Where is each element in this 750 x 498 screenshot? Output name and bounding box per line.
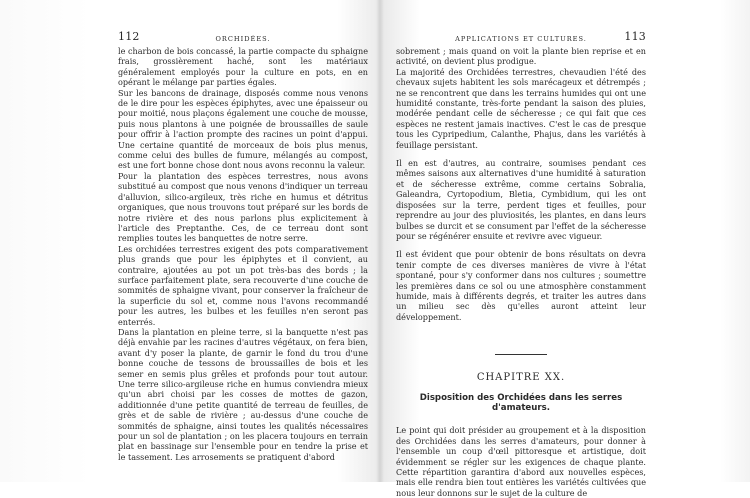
chapter-heading: CHAPITRE XX. xyxy=(476,372,566,384)
right-page-body xyxy=(396,46,646,498)
right-paragraph: Il est évident que pour obtenir de bons résultats on devra tenir compte de ces diverses manières de vivre à l'état spontané, pour s'y conformer dans nos cultures ; soumettre les premières dans ce sol ou une atmosphère constamment humide, mais à différents degrés, et traiter les autres dans un milieu sec dès qu'elles auront atteint leur développement. xyxy=(396,249,646,322)
right-running-head: APPLICATIONS ET CULTURES. xyxy=(455,35,587,43)
right-page xyxy=(396,32,646,498)
right-page-number: 113 xyxy=(624,30,646,43)
right-page-header xyxy=(396,32,646,46)
right-paragraph: La majorité des Orchidées terrestres, chevaudien l'été des chevaux sujets habitent les sols marécageux et détrempés ; ne se rencontrent que dans les terrains humides qui ont une humidité constante, très-forte pendant la saison des pluies, modérée pendant celle de sécheresse ; ce qui fait que ces espèces ne restent jamais inactives. C'est le cas de presque tous les Cypripedium, Calanthe, Phajus, dans les variétés à feuillage persistant. xyxy=(396,66,646,150)
chapter-first-paragraph: Le point qui doit présider au groupement et à la disposition des Orchidées dans les serres d'amateurs, pour donner à l'ensemble un coup d'œil pittoresque et artistique, doit évidemment se régler sur les exigences de chaque plante. Cette répartition garantira d'abord aux nouvelles espèces, mais elle rendra bien tout entières les variétés cultivées que nous leur donnons sur le sujet de la culture de xyxy=(396,425,646,498)
left-paragraph: le charbon de bois concassé, la partie compacte du sphaigne frais, grossièrement haché, sont les matériaux généralement employés pour la culture en pots, en en opérant le mélange par parties égales. xyxy=(118,46,368,88)
right-paragraph: sobrement ; mais quand on voit la plante bien reprise et en activité, on devient plus prodigue. xyxy=(396,46,646,67)
section-divider-rule xyxy=(495,354,547,355)
left-paragraph: Pour la plantation des espèces terrestres, nous avons substitué au compost que nous venons d'indiquer un terreau d'alluvion, silico-argileux, très riche en humus et détritus organiques, que nous trouvons tout préparé sur les bords de notre rivière et des nous parlons plus explicitement à l'article des Preptanthe. Ces, de ce terreau dont sont remplies toutes les banquettes de notre serre. xyxy=(118,170,368,244)
chapter-title: Disposition des Orchidées dans les serres d'amateurs. xyxy=(419,392,623,413)
left-page-header xyxy=(118,32,368,46)
left-paragraph: Sur les bancons de drainage, disposés comme nous venons de le dire pour les espèces épiphytes, avec une épaisseur ou pour moitié, nous plaçons également une couche de mousse, puis nous plantons à une poignée de broussailles de saule pour offrir à l'action prompte des racines un point d'appui. Une certaine quantité de morceaux de bois plus menus, comme celui des bulles de fumure, mélangés au compost, est une fort bonne chose dont nous avons reconnu la valeur. xyxy=(118,87,368,171)
left-page xyxy=(118,32,368,462)
left-paragraph: Les orchidées terrestres exigent des pots comparativement plus grands que pour les épiphytes et il convient, au contraire, ajoutées au pot un pot très-bas des bords ; la surface parfaitement plate, sera recouverte d'une couche de sommités de sphaigne vivant, pour conserver la fraîcheur de la superficie du sol et, comme nous l'avons recommandé pour les autres, les bulbes et les feuilles n'en seront pas enterrés. xyxy=(118,243,368,327)
left-running-head: ORCHIDÉES. xyxy=(215,35,271,43)
right-paragraph: Il en est d'autres, au contraire, soumises pendant ces mêmes saisons aux alternatives d'une humidité à saturation et de sécheresse extrême, comme certains Sobralia, Galeandra, Cyrtopodium, Bletia, Cymbidium, qui les ont disposées sur la terre, perdent tiges et feuilles, pour reprendre au jour des pluviosités, les plantes, en dans leurs bulbes se durcit et se consument par l'effet de la sécheresse pour se régénérer ensuite et revivre avec vigueur. xyxy=(396,158,646,241)
left-page-body xyxy=(118,46,368,462)
left-page-number: 112 xyxy=(118,30,140,43)
book-gutter xyxy=(376,0,384,482)
left-paragraph: Dans la plantation en pleine terre, si la banquette n'est pas déjà envahie par les racines d'autres végétaux, on fera bien, avant d'y poser la plante, de garnir le fond du trou d'une bonne couche de tessons de broussailles de bois et les semer en semis plus grêles et profonds pour tout autour. Une terre silico-argileuse riche en humus conviendra mieux qu'un abri choisi par les cosses de mottes de gazon, additionnée d'une petite quantité de terreau de feuilles, de grès et de sable de rivière ; au-dessus d'une couche de sommités de sphaigne, ainsi toutes les qualités nécessaires pour un sol de plantation ; on les placera toujours en terrain plat en bassinage sur l'ensemble pour en tendre la prise et le tassement. Les arrosements se pratiquent d'abord xyxy=(118,326,368,462)
